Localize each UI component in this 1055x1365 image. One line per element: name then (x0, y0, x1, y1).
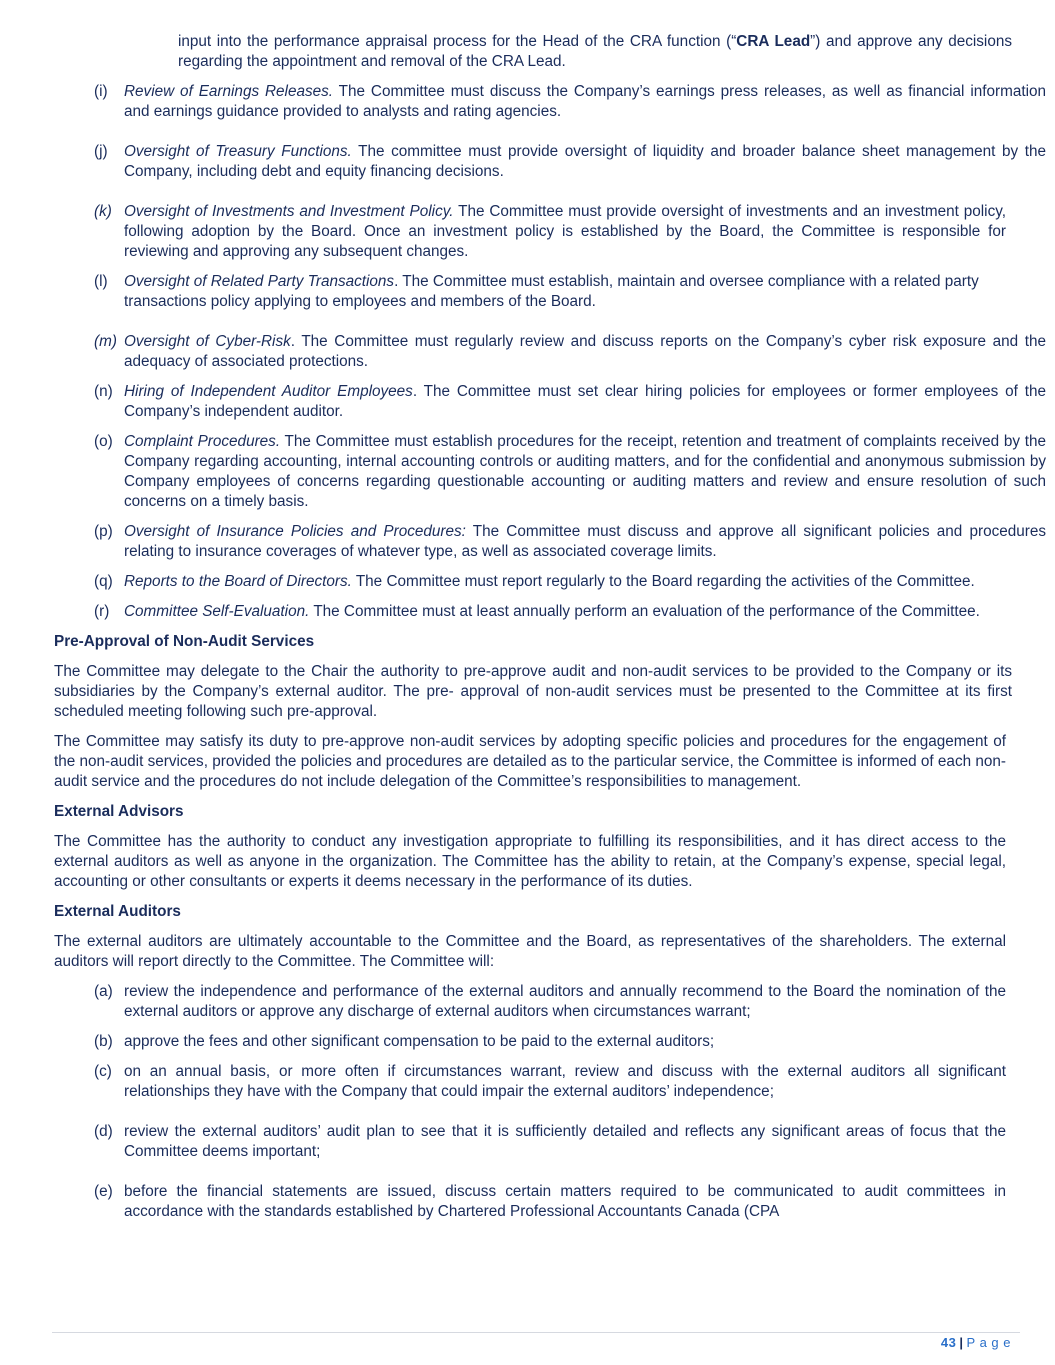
list-item-title: Oversight of Cyber-Risk (124, 333, 291, 350)
list-item-label: (c) (94, 1063, 112, 1080)
list-item-text: approve the fees and other significant compensation to be paid to the external auditors; (124, 1033, 715, 1050)
cra-lead-term: CRA Lead (736, 33, 811, 50)
list-item-title: Oversight of Investments and Investment Policy. (124, 203, 454, 220)
preapproval-paragraph-1: The Committee may delegate to the Chair the authority to pre-approve audit and non-audit services to be provided to the Company or its subsidiaries by the Company’s external auditor. The pre- approval of non-audit services must be presented to the Committee at its first scheduled meeting following such pre-approval. (54, 663, 1012, 720)
list-item-label: (a) (94, 983, 113, 1000)
page-number: 43 (940, 1335, 957, 1350)
advisors-paragraph: The Committee has the authority to conduct any investigation appropriate to fulfilling its responsibilities, and it has direct access to the external auditors as well as anyone in the organization. The Committee has the ability to retain, at the Company’s expense, special legal, accounting or other consultants or experts it deems necessary in the performance of its duties. (54, 833, 1006, 890)
list-item-title: Hiring of Independent Auditor Employees (124, 383, 413, 400)
list-item-text: The Committee must establish procedures for the receipt, retention and treatment of complaints received by the Company regarding accounting, internal accounting controls or auditing matters, and for the confidential and anonymous submission by Company employees of concerns regarding questionable accounting or auditing matters and review and ensure resolution of such concerns on a timely basis. (124, 433, 1046, 510)
list-item-text: . The Committee must set clear hiring policies for employees or former employees of the Company’s independent auditor. (124, 383, 1046, 420)
document-page (54, 32, 1046, 1222)
page-label: P a g e (966, 1335, 1011, 1350)
list-item-label: (q) (94, 573, 113, 590)
list-item-n (94, 382, 1046, 422)
list-item-body (124, 572, 1046, 592)
list-item-text: . The Committee must regularly review and discuss reports on the Company’s cyber risk exposure and the adequacy of associated protections. (124, 333, 1046, 370)
list-item-title: Oversight of Related Party Transactions (124, 273, 395, 290)
page-footer (941, 1334, 1011, 1352)
list-item-text: The Committee must provide oversight of investments and an investment policy, following adoption by the Board. Once an investment policy is established by the Board, the Committee is responsible for reviewing and approving any subsequent changes. (124, 203, 1006, 260)
list-item-label: (m) (94, 333, 117, 350)
footer-divider (52, 1332, 1020, 1333)
list-item-title: Complaint Procedures. (124, 433, 281, 450)
list-item-body (124, 82, 1046, 122)
list-item-title: Oversight of Treasury Functions. (124, 143, 352, 160)
auditor-item-d (94, 1122, 1006, 1162)
auditors-paragraph: The external auditors are ultimately accountable to the Committee and the Board, as representatives of the shareholders. The external auditors will report directly to the Committee. The Committee will: (54, 933, 1006, 970)
list-item-text: before the financial statements are issued, discuss certain matters required to be communicated to audit committees in accordance with the standards established by Chartered Professional Accountants Canada (CPA (124, 1183, 1006, 1220)
footer-separator: | (959, 1335, 964, 1350)
auditor-item-e (94, 1182, 1006, 1222)
list-item-label: (o) (94, 433, 113, 450)
list-item-p (94, 522, 1046, 562)
list-item-label: (l) (94, 273, 108, 290)
auditor-item-a (94, 982, 1006, 1022)
list-item-text: review the external auditors’ audit plan to see that it is sufficiently detailed and reflects any significant areas of focus that the Committee deems important; (124, 1123, 1006, 1160)
preapproval-paragraph-2: The Committee may satisfy its duty to pre-approve non-audit services by adopting specific policies and procedures for the engagement of the non-audit services, provided the policies and procedures are detailed as to the particular service, the Committee is informed of each non-audit service and the procedures do not include delegation of the Committee’s responsibilities to management. (54, 733, 1006, 790)
list-item-text: review the independence and performance of the external auditors and annually recommend to the Board the nomination of the external auditors or approve any discharge of external auditors when circumstances warrant; (124, 983, 1006, 1020)
list-item-text: on an annual basis, or more often if circumstances warrant, review and discuss with the external auditors all significant relationships they have with the Company that could impair the external auditors’ independence; (124, 1063, 1006, 1100)
list-item-body (124, 602, 1046, 622)
list-item-text: The committee must provide oversight of liquidity and broader balance sheet management by the Company, including debt and equity financing decisions. (124, 143, 1046, 180)
list-item-text: The Committee must discuss and approve all significant policies and procedures relating to insurance coverages of whatever type, as well as associated coverage limits. (124, 523, 1046, 560)
list-item-body (124, 432, 1046, 512)
continuation-text-start: input into the performance appraisal process for the Head of the CRA function (“ (178, 33, 737, 50)
list-item-body (124, 142, 1046, 182)
list-item-title: Review of Earnings Releases. (124, 83, 334, 100)
list-item-k (94, 202, 1006, 262)
list-item-body (124, 332, 1046, 372)
list-item-title: Oversight of Insurance Policies and Procedures: (124, 523, 466, 540)
list-item-body (124, 382, 1046, 422)
list-item-body (124, 522, 1046, 562)
auditor-item-c (94, 1062, 1006, 1102)
list-item-label: (r) (94, 603, 110, 620)
section-heading-auditors: External Auditors (54, 903, 181, 920)
list-item-label: (i) (94, 83, 108, 100)
list-item-body (124, 272, 1006, 312)
list-item-label: (k) (94, 203, 112, 220)
list-item-o (94, 432, 1046, 512)
list-item-j (94, 142, 1046, 182)
list-item-label: (n) (94, 383, 113, 400)
list-item-r (94, 602, 1046, 622)
list-item-q (94, 572, 1046, 592)
list-item-i (94, 82, 1046, 122)
list-item-body (124, 202, 1006, 262)
list-item-title: Reports to the Board of Directors. (124, 573, 352, 590)
list-item-label: (j) (94, 143, 108, 160)
list-item-m (94, 332, 1046, 372)
list-item-label: (e) (94, 1183, 113, 1200)
list-item-label: (b) (94, 1033, 113, 1050)
list-item-text: The Committee must report regularly to the Board regarding the activities of the Committee. (351, 573, 975, 590)
list-item-label: (p) (94, 523, 113, 540)
list-item-label: (d) (94, 1123, 113, 1140)
continuation-paragraph (178, 32, 1012, 72)
continuation-text-end: ”) and approve any decisions regarding the appointment and removal of the CRA Lead. (178, 33, 1012, 70)
list-item-text: . The Committee must establish, maintain and oversee compliance with a related party transactions policy applying to employees and members of the Board. (124, 273, 979, 310)
section-heading-advisors: External Advisors (54, 803, 184, 820)
list-item-text: The Committee must discuss the Company’s earnings press releases, as well as financial information and earnings guidance provided to analysts and rating agencies. (124, 83, 1046, 120)
auditor-item-b (94, 1032, 1006, 1052)
section-heading-preapproval: Pre-Approval of Non-Audit Services (54, 633, 315, 650)
list-item-text: The Committee must at least annually perform an evaluation of the performance of the Committee. (309, 603, 980, 620)
list-item-l (94, 272, 1006, 312)
list-item-title: Committee Self-Evaluation. (124, 603, 310, 620)
